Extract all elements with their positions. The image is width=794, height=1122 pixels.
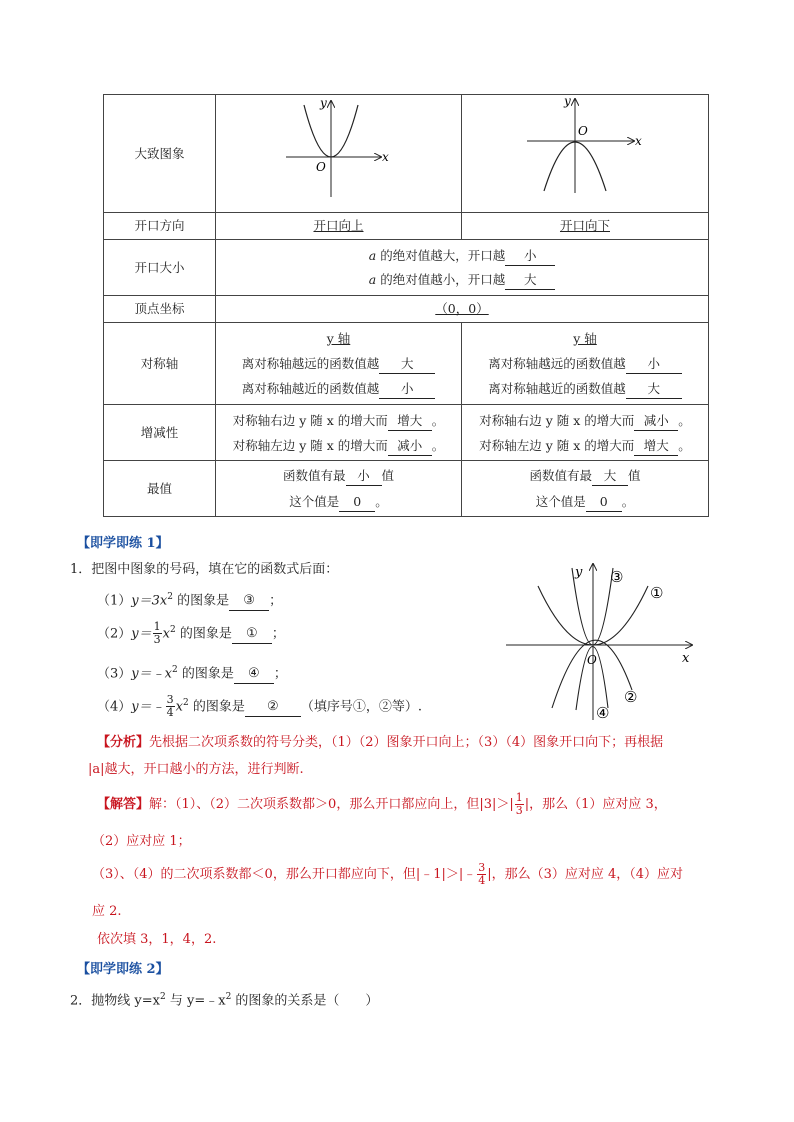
curve-2 bbox=[552, 640, 632, 708]
parabola-down-graph bbox=[462, 95, 709, 203]
y-axis-label: y bbox=[320, 96, 327, 110]
label-2: ② bbox=[624, 688, 638, 706]
row-label-size: 开口大小 bbox=[104, 240, 216, 296]
question2-text: 2．抛物线 $y=x^2$ 与 $y=﹣x^2$ 的图象的关系是（ ） bbox=[70, 992, 379, 1009]
parabola-up-graph bbox=[216, 95, 462, 203]
y-axis-label: y bbox=[575, 565, 583, 580]
answer-line1: 【解答】解：（1）、（2）二次项系数都＞0，那么开口都应向上，但|3|＞| $\frac{1}{3}$ |，那么（1）应对应 3， bbox=[97, 791, 667, 817]
answer-blank: 减小 bbox=[634, 412, 678, 431]
axis-right-cell: y 轴 离对称轴越远的函数值越 小 离对称轴越近的函数值越 大 bbox=[462, 323, 709, 405]
parabolas-figure bbox=[496, 558, 700, 724]
size-cell: a 的绝对值越大，开口越 小 a 的绝对值越小，开口越 大 bbox=[216, 240, 709, 296]
x-axis-label: x bbox=[682, 651, 690, 666]
origin-label: O bbox=[587, 653, 597, 667]
graph-down-cell bbox=[462, 95, 709, 213]
answer-blank: 增大 bbox=[388, 412, 432, 431]
answer-line2: （2）应对应 1； bbox=[92, 834, 191, 849]
x-axis-label: x bbox=[382, 150, 389, 164]
row-label-vertex: 顶点坐标 bbox=[104, 296, 216, 323]
answer-blank: 0 bbox=[586, 493, 622, 512]
question1-item4: （4）y＝﹣ $\frac{3}{4}$ $x^2$ 的图象是 ② （填序号①，②等）. bbox=[97, 693, 422, 720]
answer-blank: 0 bbox=[339, 493, 375, 512]
monotonic-left-cell: 对称轴右边 y 随 x 的增大而 增大 。 对称轴左边 y 随 x 的增大而 减小 。 bbox=[216, 405, 462, 461]
practice2-heading: 【即学即练 2】 bbox=[77, 962, 169, 977]
direction-down: 开口向下 bbox=[559, 218, 610, 233]
question1-item3: $(3)y=﹣x^2$ 的图象是 ④ ； bbox=[97, 660, 287, 684]
analysis-line2: |a|越大，开口越小的方法，进行判断. bbox=[88, 762, 304, 777]
label-3: ③ bbox=[610, 568, 624, 586]
row-label-axis: 对称轴 bbox=[104, 323, 216, 405]
vertex-value: （0，0） bbox=[435, 301, 489, 316]
fraction: $\frac{3}{4}$ bbox=[166, 693, 174, 720]
direction-up: 开口向上 bbox=[313, 218, 364, 233]
row-label-monotonic: 增减性 bbox=[104, 405, 216, 461]
extreme-left-cell: 函数值有最 小 值 这个值是 0 。 bbox=[216, 461, 462, 517]
label-4: ④ bbox=[596, 704, 610, 722]
fraction: $\frac{1}{3}$ bbox=[153, 620, 161, 647]
row-label-graph: 大致图象 bbox=[104, 95, 216, 213]
question1-item1: $(1)y=3x^2$ 的图象是 ③ ； bbox=[97, 587, 282, 611]
answer-blank: 减小 bbox=[388, 437, 432, 456]
origin-label: O bbox=[316, 160, 326, 174]
answer-blank: 小 bbox=[346, 467, 382, 486]
answer-blank: ① bbox=[232, 625, 272, 644]
axis-left-cell: y 轴 离对称轴越远的函数值越 大 离对称轴越近的函数值越 小 bbox=[216, 323, 462, 405]
answer-line3: （3）、（4）的二次项系数都＜0，那么开口都应向下，但|﹣1|＞|﹣ $\frac{3}{4}$ |，那么（3）应对应 4，（4）应对 bbox=[92, 861, 684, 887]
label-1: ① bbox=[650, 584, 664, 602]
properties-table bbox=[103, 94, 709, 517]
fraction: $\frac{3}{4}$ bbox=[478, 861, 486, 887]
answer-blank: ② bbox=[245, 698, 301, 717]
graph-up-cell bbox=[216, 95, 462, 213]
origin-label: O bbox=[578, 124, 588, 138]
extreme-right-cell: 函数值有最 大 值 这个值是 0 。 bbox=[462, 461, 709, 517]
answer-blank: ④ bbox=[234, 665, 274, 684]
monotonic-right-cell: 对称轴右边 y 随 x 的增大而 减小 。 对称轴左边 y 随 x 的增大而 增大 。 bbox=[462, 405, 709, 461]
fraction: $\frac{1}{3}$ bbox=[515, 791, 523, 817]
question1-item2: （2）y＝ $\frac{1}{3}$ $x^2$ 的图象是 ① ； bbox=[97, 620, 285, 647]
row-label-extreme: 最值 bbox=[104, 461, 216, 517]
analysis-line1: 【分析】先根据二次项系数的符号分类，（1）（2）图象开口向上；（3）（4）图象开口向下；再根据 bbox=[97, 735, 664, 750]
answer-line5: 依次填 3，1，4，2. bbox=[97, 932, 217, 947]
answer-blank: 大 bbox=[592, 467, 628, 486]
row-label-direction: 开口方向 bbox=[104, 213, 216, 240]
y-axis-label: y bbox=[564, 95, 571, 108]
answer-blank: 大 bbox=[505, 271, 555, 290]
question1-text: 1．把图中图象的号码，填在它的函数式后面： bbox=[70, 562, 339, 577]
practice1-heading: 【即学即练 1】 bbox=[77, 536, 169, 551]
answer-blank: 小 bbox=[505, 247, 555, 266]
x-axis-label: x bbox=[635, 134, 642, 148]
answer-blank: ③ bbox=[229, 592, 269, 611]
answer-blank: 大 bbox=[379, 355, 435, 374]
answer-blank: 小 bbox=[626, 355, 682, 374]
answer-blank: 大 bbox=[626, 380, 682, 399]
answer-blank: 增大 bbox=[634, 437, 678, 456]
answer-line4: 应 2. bbox=[92, 904, 122, 919]
answer-blank: 小 bbox=[379, 380, 435, 399]
